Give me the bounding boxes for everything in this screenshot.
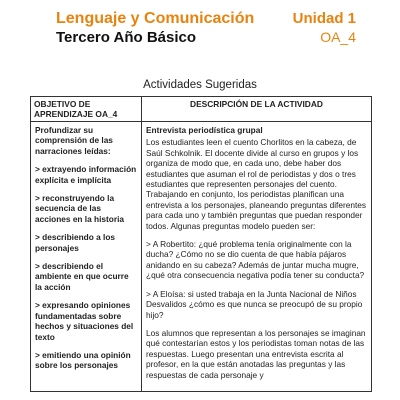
- activity-paragraph: > A Eloísa: si usted trabaja en la Junta Nacional de Niños Desvalidos ¿cómo es que nunca se preocupó de su propio hijo?: [146, 288, 363, 320]
- grade-title: Tercero Año Básico: [56, 29, 197, 46]
- objective-item: > describiendo el ambiente en que ocurre la acción: [35, 261, 129, 292]
- activity-description-cell: [142, 122, 372, 392]
- section-title: Actividades Sugeridas: [143, 79, 257, 91]
- oa-label: OA_4: [320, 29, 356, 45]
- objective-column-header: OBJETIVO DE APRENDIZAJE OA_4: [31, 97, 142, 122]
- activities-table: [30, 96, 372, 392]
- objective-item: > emitiendo una opinión sobre los personajes: [35, 349, 131, 371]
- activity-paragraph: Los estudiantes leen el cuento Chorlitos en la cabeza, de Saúl Schkolnik. El docente divide al curso en grupos y los organiza de modo que, en cada uno, debe haber dos estudiantes que asuman el rol de periodistas y dos o tres estudiantes que representen personajes del cuento. Trabajando en conjunto, los periodistas planifican una entrevista a los personajes, planeando preguntas diferentes para cada uno y también preguntas que puedan responder todos. Algunas preguntas modelo pueden ser:: [146, 137, 367, 231]
- objective-item: > expresando opiniones fundamentadas sobre hechos y situaciones del texto: [35, 300, 134, 342]
- activity-paragraph: Los alumnos que representan a los personajes se imaginan qué contestarían estos y los periodistas toman notas de las respuestas. Luego presentan una entrevista escrita al profesor, en la que están anotadas las preguntas y las respuestas de cada personaje y: [146, 327, 366, 380]
- subject-title: Lenguaje y Comunicación: [56, 10, 255, 27]
- objective-item: > reconstruyendo la secuencia de las acciones en la historia: [35, 193, 124, 224]
- objective-item: > extrayendo información explícita e implícita: [35, 164, 137, 185]
- unit-label: Unidad 1: [292, 10, 356, 27]
- activity-title: Entrevista periodística grupal: [146, 125, 263, 135]
- objectives-cell: [31, 122, 142, 392]
- objective-item: Profundizar su comprensión de las narraciones leídas:: [35, 125, 113, 156]
- document-header: [56, 10, 356, 47]
- activity-paragraph: > A Robertito: ¿qué problema tenía originalmente con la ducha? ¿Cómo no se dio cuenta de que había pájaros anidando en su cabeza? Además de juntar mucha mugre, ¿qué otra consecuencia negativa podía tener su conducta?: [146, 239, 365, 281]
- objective-item: > describiendo a los personajes: [35, 232, 115, 253]
- description-column-header: DESCRIPCIÓN DE LA ACTIVIDAD: [142, 97, 372, 122]
